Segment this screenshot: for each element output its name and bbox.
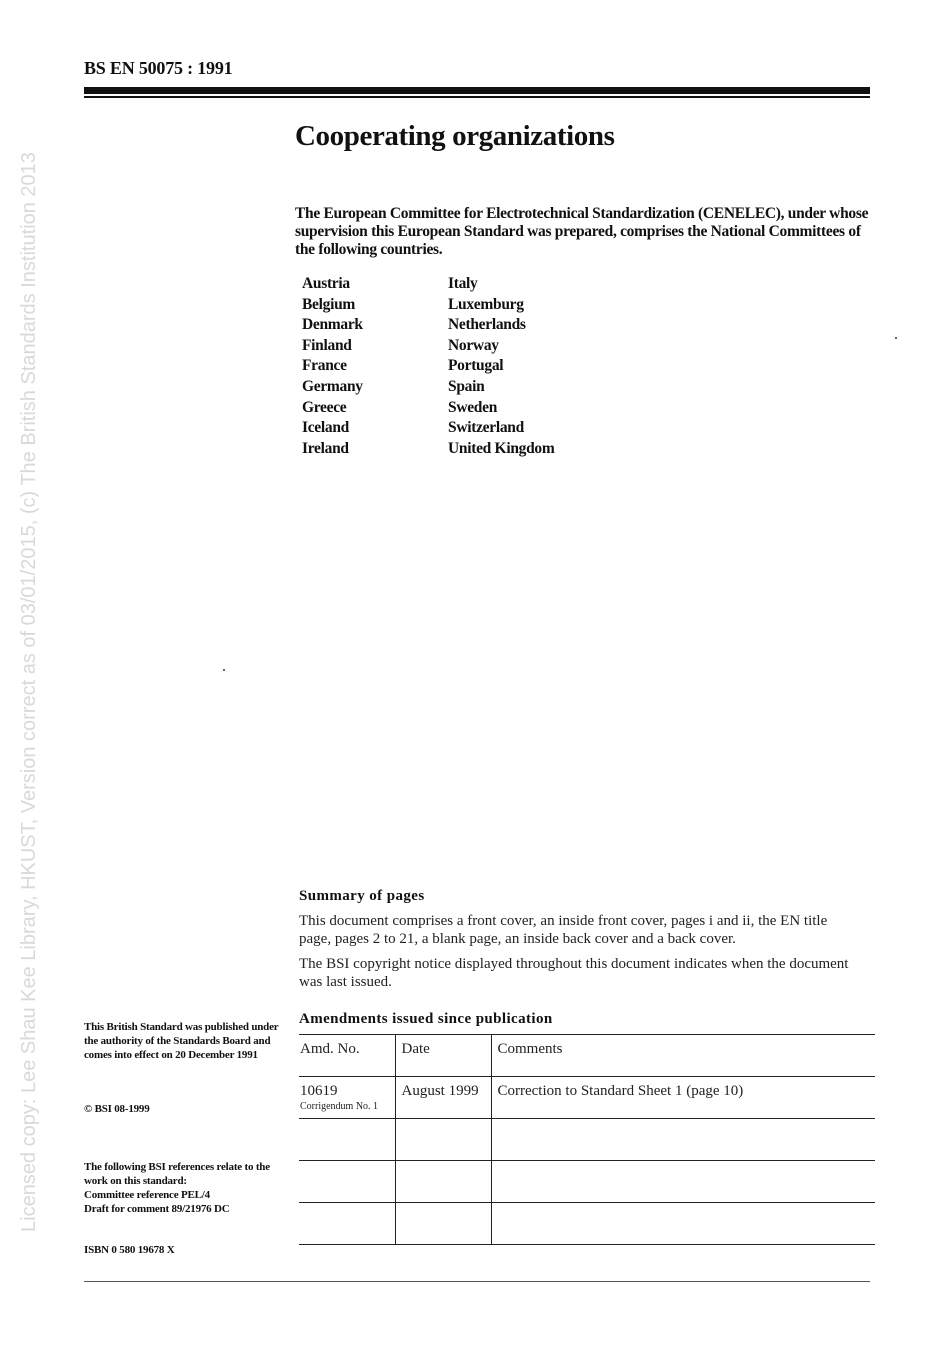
country-item: Spain <box>448 377 485 395</box>
intro-paragraph: The European Committee for Electrotechnical Standardization (CENELEC), under whose supervision this European Standard was prepared, comprises the National Committees of the following countries. <box>295 205 869 258</box>
summary-paragraph: This document comprises a front cover, an inside front cover, pages i and ii, the EN title page, pages 2 to 21, a blank page, an inside back cover and a back cover. <box>299 913 828 947</box>
scan-speck <box>223 669 225 671</box>
country-item: Belgium <box>302 295 356 313</box>
country-item: Switzerland <box>448 419 524 437</box>
empty-cell <box>491 1203 875 1245</box>
references-intro: The following BSI references relate to the work on this standard: <box>84 1161 270 1187</box>
country-item: Norway <box>448 336 499 354</box>
amendments-heading: Amendments issued since publication <box>299 1011 553 1027</box>
empty-cell <box>299 1161 395 1203</box>
country-item: United Kingdom <box>448 439 555 457</box>
empty-cell <box>395 1161 491 1203</box>
amd-no: 10619 <box>300 1083 338 1099</box>
isbn: ISBN 0 580 19678 X <box>84 1244 175 1256</box>
country-item: Luxemburg <box>448 295 524 313</box>
table-row <box>299 1161 875 1203</box>
amd-comments-cell: Correction to Standard Sheet 1 (page 10) <box>491 1077 875 1119</box>
summary-paragraph: The BSI copyright notice displayed throughout this document indicates when the document was last issued. <box>299 956 849 990</box>
column-header-amd-no: Amd. No. <box>299 1035 395 1077</box>
country-item: Iceland <box>302 419 349 437</box>
license-watermark: Licensed copy: Lee Shau Kee Library, HKUST, Version correct as of 03/01/2015, (c) The British Standards Institution 2013 <box>18 152 40 1232</box>
country-item: Finland <box>302 336 352 354</box>
amd-date-cell: August 1999 <box>395 1077 491 1119</box>
country-item: Austria <box>302 275 350 292</box>
summary-heading: Summary of pages <box>299 888 425 904</box>
header-standard-id: BS EN 50075 : 1991 <box>84 58 233 78</box>
country-item: Portugal <box>448 357 504 375</box>
table-row <box>299 1077 875 1119</box>
header-rule <box>84 87 870 94</box>
empty-cell <box>395 1203 491 1245</box>
amd-note: Corrigendum No. 1 <box>300 1101 379 1112</box>
country-item: Italy <box>448 275 478 292</box>
header-rule-thin <box>84 96 870 98</box>
page-title: Cooperating organizations <box>295 120 615 152</box>
column-header-comments: Comments <box>491 1035 875 1077</box>
publication-note: This British Standard was published under the authority of the Standards Board and comes into effect on 20 December 1991 <box>84 1021 279 1061</box>
table-row <box>299 1203 875 1245</box>
country-item: Greece <box>302 398 347 416</box>
column-header-date: Date <box>395 1035 491 1077</box>
country-list <box>302 275 648 460</box>
empty-cell <box>491 1161 875 1203</box>
draft-reference: Draft for comment 89/21976 DC <box>84 1203 230 1215</box>
amd-no-cell <box>299 1077 395 1119</box>
country-item: Ireland <box>302 439 349 457</box>
committee-reference: Committee reference PEL/4 <box>84 1189 210 1201</box>
country-item: France <box>302 357 347 375</box>
footer-rule <box>84 1281 870 1282</box>
table-header-row <box>299 1035 875 1077</box>
bsi-references <box>84 1160 284 1216</box>
country-item: Germany <box>302 377 363 395</box>
table-row <box>299 1119 875 1161</box>
amendments-table <box>299 1034 875 1245</box>
empty-cell <box>395 1119 491 1161</box>
country-item: Sweden <box>448 398 498 416</box>
country-item: Denmark <box>302 316 363 334</box>
scan-speck <box>895 337 897 339</box>
country-item: Netherlands <box>448 316 526 334</box>
empty-cell <box>491 1119 875 1161</box>
copyright-notice: © BSI 08-1999 <box>84 1103 150 1115</box>
empty-cell <box>299 1203 395 1245</box>
empty-cell <box>299 1119 395 1161</box>
